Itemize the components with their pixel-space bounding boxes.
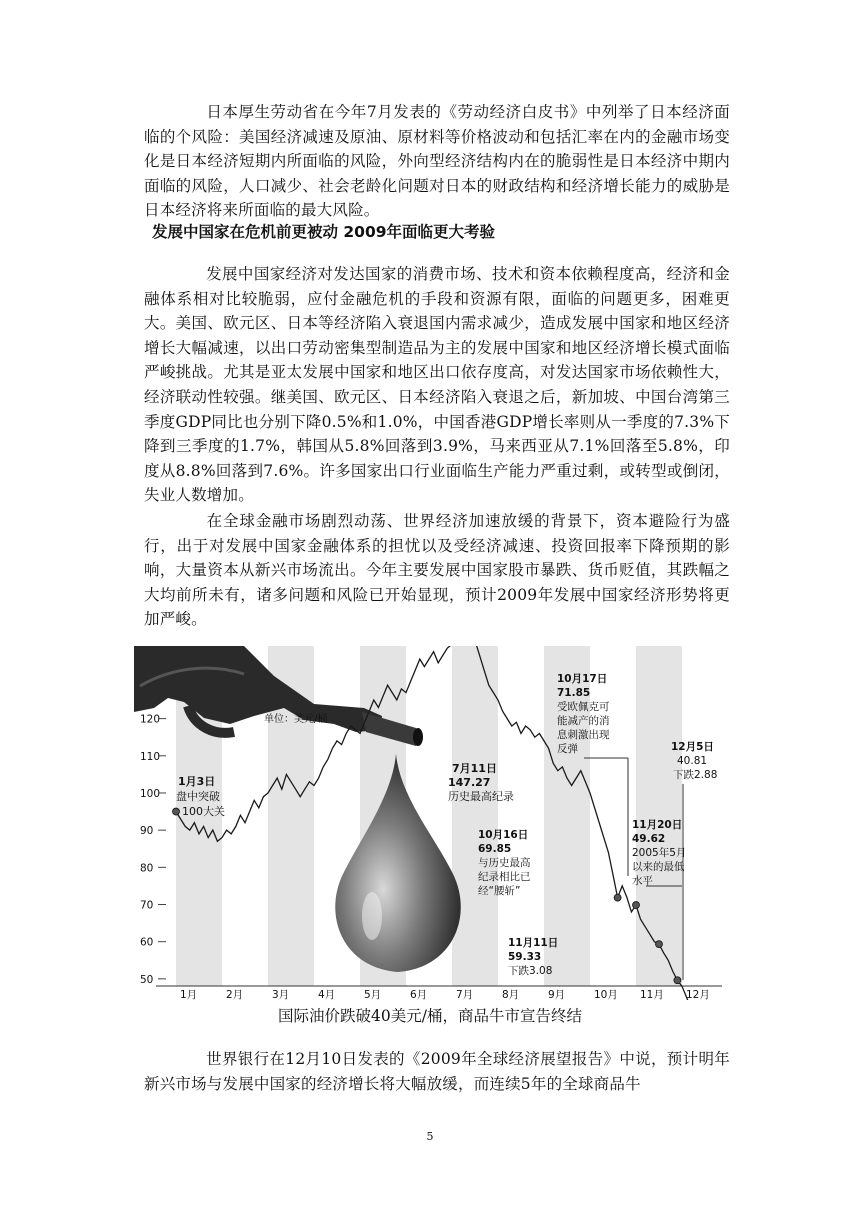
svg-text:反弹: 反弹 — [557, 743, 578, 755]
paragraph-capital-outflow-text: 在全球金融市场剧烈动荡、世界经济加速放缓的背景下，资本避险行为盛行，出于对发展中国家金融体系的担忧以及受经济减速、投资回报率下降预期的影响，大量资本从新兴市场流出。今年主要发展中国家股市暴跌、货币贬值，其跌幅之大均前所未有，诸多问题和风险已开始显现，预计2009年发展中国家经济形势将更加严峻。 — [144, 512, 730, 629]
price-marker — [656, 941, 663, 948]
svg-text:147.27: 147.27 — [448, 776, 491, 789]
x-tick-label: 8月 — [502, 989, 520, 1000]
svg-text:能减产的消: 能减产的消 — [557, 715, 610, 727]
svg-text:49.62: 49.62 — [632, 833, 666, 845]
svg-text:100大关: 100大关 — [182, 805, 225, 818]
svg-text:与历史最高: 与历史最高 — [478, 857, 531, 869]
x-tick-label: 10月 — [594, 989, 618, 1000]
x-tick-label: 9月 — [548, 989, 566, 1000]
section-heading: 发展中国家在危机前更被动 2009年面临更大考验 — [152, 223, 496, 241]
x-tick-label: 7月 — [456, 989, 474, 1000]
x-tick-label: 6月 — [410, 989, 428, 1000]
y-tick-label: 80 — [140, 862, 154, 875]
x-tick-label: 11月 — [640, 989, 664, 1000]
y-tick-label: 120 — [140, 713, 161, 726]
x-tick-label: 12月 — [686, 989, 710, 1000]
svg-text:下跌2.88: 下跌2.88 — [673, 769, 718, 781]
svg-text:11月20日: 11月20日 — [632, 819, 683, 831]
figure-caption: 国际油价跌破40美元/桶，商品牛市宣告终结 — [278, 1007, 582, 1025]
svg-text:59.33: 59.33 — [508, 951, 542, 963]
paragraph-world-bank-text: 世界银行在12月10日发表的《2009年全球经济展望报告》中说，预计明年新兴市场与发展中国家的经济增长将大幅放缓，而连续5年的全球商品牛 — [144, 1050, 730, 1093]
y-tick-label: 70 — [140, 899, 154, 912]
month-band — [452, 646, 498, 986]
y-tick-label: 110 — [140, 750, 161, 763]
y-tick-label: 90 — [140, 825, 154, 838]
page-number: 5 — [426, 1130, 434, 1143]
oil-price-figure — [134, 646, 722, 1000]
svg-text:息刺激出现: 息刺激出现 — [557, 729, 610, 741]
svg-text:2005年5月: 2005年5月 — [632, 847, 687, 859]
oil-price-chart — [134, 646, 722, 1000]
svg-text:10月16日: 10月16日 — [478, 829, 529, 841]
oil-drop-highlight — [362, 892, 382, 940]
x-tick-label: 4月 — [318, 989, 336, 1000]
x-tick-label: 2月 — [226, 989, 244, 1000]
unit-label: 单位：美元/桶 — [264, 714, 328, 725]
svg-text:盘中突破: 盘中突破 — [176, 790, 220, 803]
svg-text:1月3日: 1月3日 — [178, 775, 216, 788]
x-tick-label: 3月 — [272, 989, 290, 1000]
y-tick-label: 60 — [140, 936, 154, 949]
price-marker — [633, 902, 640, 909]
svg-text:经“腰斩”: 经“腰斩” — [478, 885, 521, 897]
svg-text:纪录相比已: 纪录相比已 — [478, 871, 531, 883]
x-tick-label: 5月 — [364, 989, 382, 1000]
svg-text:受欧佩克可: 受欧佩克可 — [557, 701, 610, 713]
svg-text:12月5日: 12月5日 — [671, 741, 714, 753]
paragraph-japan-risks — [144, 100, 730, 223]
svg-text:以来的最低: 以来的最低 — [632, 861, 685, 873]
price-marker — [173, 808, 180, 815]
x-tick-label: 1月 — [180, 989, 198, 1000]
svg-text:历史最高纪录: 历史最高纪录 — [448, 790, 514, 803]
price-marker — [674, 977, 681, 984]
svg-text:7月11日: 7月11日 — [452, 762, 497, 775]
y-tick-label: 100 — [140, 787, 161, 800]
svg-text:69.85: 69.85 — [478, 843, 512, 855]
svg-text:10月17日: 10月17日 — [557, 673, 608, 685]
paragraph-world-bank — [144, 1047, 730, 1096]
paragraph-japan-risks-text: 日本厚生劳动省在今年7月发表的《劳动经济白皮书》中列举了日本经济面临的个风险：美国经济减速及原油、原材料等价格波动和包括汇率在内的金融市场变化是日本经济短期内所面临的风险，外向型经济结构内在的脆弱性是日本经济中期内面临的风险，人口减少、社会老龄化问题对日本的财政结构和经济增长能力的威胁是日本经济将来所面临的最大风险。 — [144, 103, 730, 220]
svg-text:下跌3.08: 下跌3.08 — [508, 965, 553, 977]
svg-text:11月11日: 11月11日 — [508, 937, 559, 949]
month-band — [636, 646, 682, 986]
svg-text:水平: 水平 — [632, 875, 653, 887]
paragraph-developing-countries — [144, 262, 730, 508]
svg-text:71.85: 71.85 — [557, 687, 591, 699]
paragraph-developing-countries-text: 发展中国家经济对发达国家的消费市场、技术和资本依赖程度高，经济和金融体系相对比较脆弱，应付金融危机的手段和资源有限，面临的问题更多，困难更大。美国、欧元区、日本等经济陷入衰退国内需求减少，造成发展中国家和地区经济增长大幅减速，以出口劳动密集型制造品为主的发展中国家和地区经济增长模式面临严峻挑战。尤其是亚太发展中国家和地区出口依存度高，对发达国家市场依赖性大，经济联动性较强。继美国、欧元区、日本经济陷入衰退之后，新加坡、中国台湾第三季度GDP同比也分别下降0.5%和1.0%，中国香港GDP增长率则从一季度的7.3%下降到三季度的1.7%，韩国从5.8%回落到3.9%，马来西亚从7.1%回落至5.8%，印度从8.8%回落到7.6%。许多国家出口行业面临生产能力严重过剩，或转型或倒闭，失业人数增加。 — [144, 265, 730, 505]
svg-text:40.81: 40.81 — [677, 755, 708, 767]
y-tick-label: 50 — [140, 973, 154, 986]
paragraph-capital-outflow — [144, 509, 730, 632]
price-marker — [614, 894, 621, 901]
